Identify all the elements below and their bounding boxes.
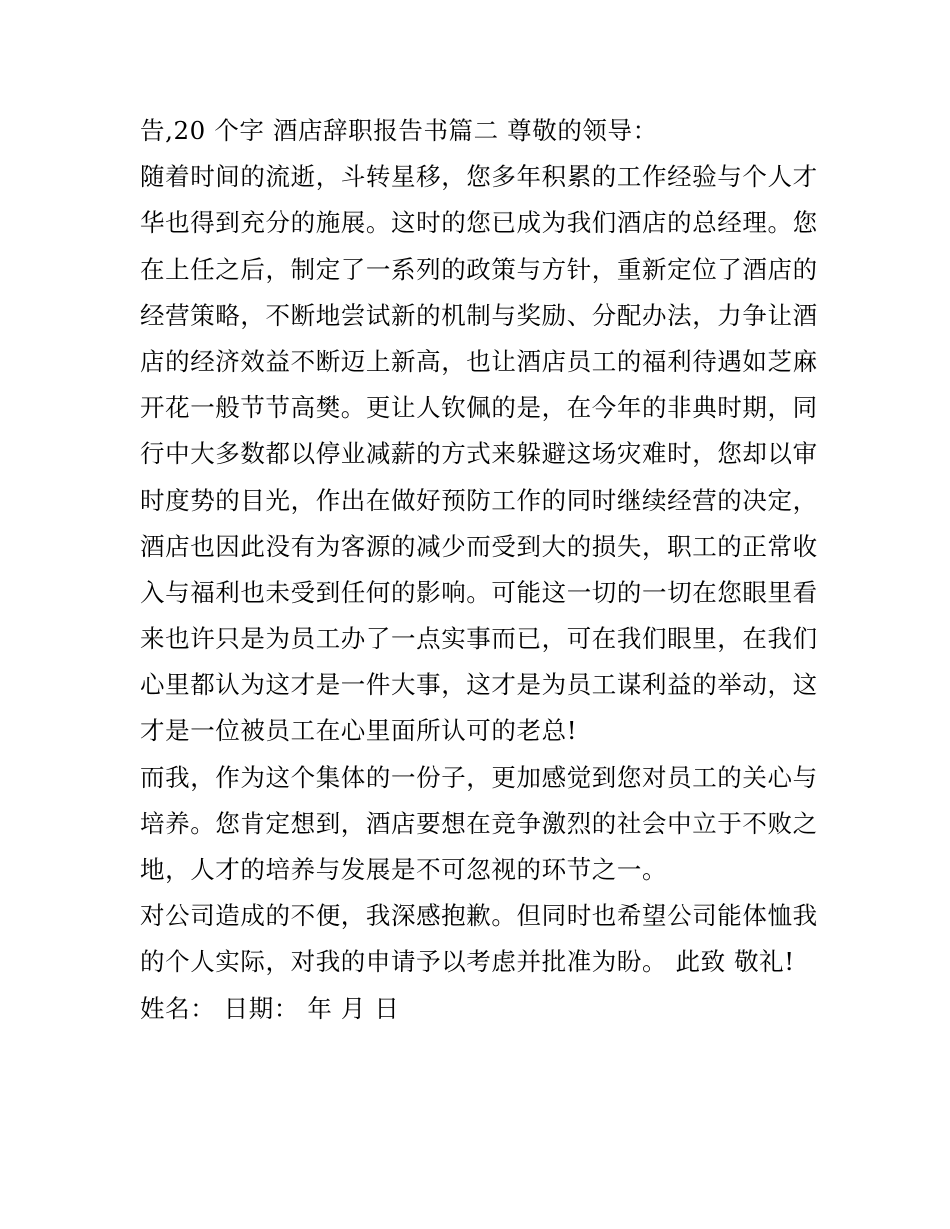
text-line: 行中大多数都以停业减薪的方式来躲避这场灾难时，您却以审: [140, 439, 818, 469]
text-line: 酒店也因此没有为客源的减少而受到大的损失，职工的正常收: [140, 531, 818, 561]
text-line: 地，人才的培养与发展是不可忽视的环节之一。: [140, 855, 668, 884]
text-line: 对公司造成的不便，我深感抱歉。但同时也希望公司能体恤我: [140, 901, 818, 931]
text-line: 随着时间的流逝，斗转星移，您多年积累的工作经验与个人才: [140, 162, 818, 192]
text-line: 店的经济效益不断迈上新高，也让酒店员工的福利待遇如芝麻: [140, 346, 818, 376]
text-line: 开花一般节节高樊。更让人钦佩的是，在今年的非典时期，同: [140, 393, 818, 423]
signature-date-line: 姓名： 日期： 年 月 日: [140, 993, 400, 1023]
text-line: 培养。您肯定想到，酒店要想在竞争激烈的社会中立于不败之: [140, 808, 818, 838]
text-line: 入与福利也未受到任何的影响。可能这一切的一切在您眼里看: [140, 577, 818, 607]
text-line: 经营策略，不断地尝试新的机制与奖励、分配办法，力争让酒: [140, 300, 818, 330]
text-line: 在上任之后，制定了一系列的政策与方针，重新定位了酒店的: [140, 254, 818, 284]
letter-body: [140, 108, 820, 1032]
text-line: 华也得到充分的施展。这时的您已成为我们酒店的总经理。您: [140, 208, 818, 238]
text-line: 来也许只是为员工办了一点实事而已，可在我们眼里，在我们: [140, 624, 818, 654]
text-line: 时度势的目光，作出在做好预防工作的同时继续经营的决定，: [140, 485, 818, 515]
text-line: 心里都认为这才是一件大事，这才是为员工谋利益的举动，这: [140, 670, 818, 700]
text-line: 告,20 个字 酒店辞职报告书篇二 尊敬的领导：: [140, 116, 658, 145]
text-line: 才是一位被员工在心里面所认可的老总!: [140, 716, 578, 746]
text-line: 的个人实际，对我的申请予以考虑并批准为盼。 此致 敬礼!: [140, 947, 795, 977]
text-line: 而我，作为这个集体的一份子，更加感觉到您对员工的关心与: [140, 762, 818, 792]
